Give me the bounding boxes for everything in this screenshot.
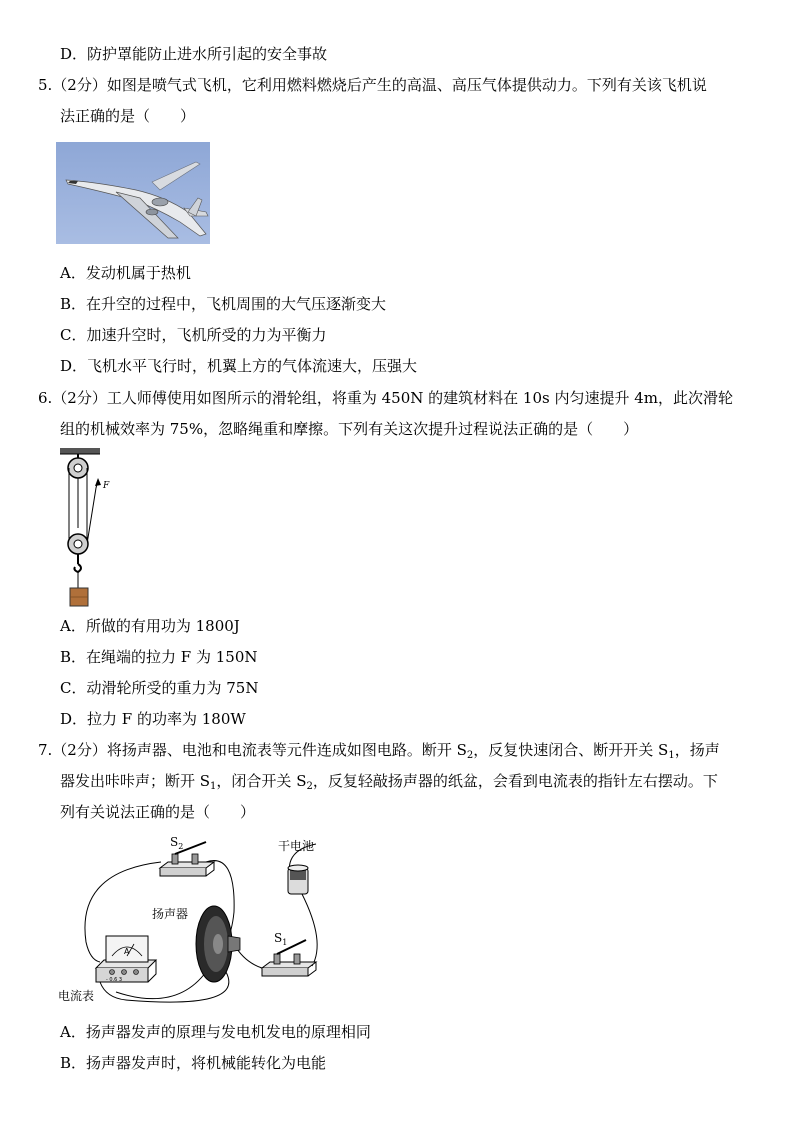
q7-option-a: A．扬声器发声的原理与发电机发电的原理相同 — [60, 1023, 371, 1041]
q7-option-b: B．扬声器发声时，将机械能转化为电能 — [60, 1054, 327, 1072]
jet-airplane-photo — [56, 142, 210, 244]
pulley-system-diagram — [56, 448, 120, 608]
ammeter-terminals: - 0.6 3 — [106, 977, 123, 983]
q6-stem-line1: 6.（2分）工人师傅使用如图所示的滑轮组，将重为 450N 的建筑材料在 10s 内匀速提升 4m，此次滑轮 — [38, 389, 734, 407]
q7-stem-line2: 器发出咔咔声；断开 $S_1$，闭合开关 $S_2$，反复轻敲扬声器的纸盆，会看到电流表的指针左右摆动。下 — [60, 772, 718, 792]
ammeter-dial-label: A — [124, 947, 130, 956]
q5-stem-line2: 法正确的是（ ） — [60, 107, 196, 125]
s2-label: $S_2$ — [170, 835, 184, 851]
q6-option-c: C．动滑轮所受的重力为 75N — [60, 679, 259, 697]
q4-option-d: D．防护罩能防止进水所引起的安全事故 — [60, 45, 328, 63]
s1-label: $S_1$ — [274, 931, 288, 947]
q5-option-d: D．飞机水平飞行时，机翼上方的气体流速大，压强大 — [60, 357, 418, 375]
q5-option-a: A．发动机属于热机 — [60, 264, 191, 282]
q6-option-a: A．所做的有用功为 1800J — [60, 617, 240, 635]
q6-stem-line2: 组的机械效率为 75%，忽略绳重和摩擦。下列有关这次提升过程说法正确的是（ ） — [60, 420, 639, 438]
force-label-f: F — [103, 481, 110, 491]
q5-option-b: B．在升空的过程中，飞机周围的大气压逐渐变大 — [60, 295, 387, 313]
q5-option-c: C．加速升空时，飞机所受的力为平衡力 — [60, 326, 327, 344]
battery-label: 干电池 — [278, 839, 315, 853]
q6-option-b: B．在绳端的拉力 F 为 150N — [60, 648, 258, 666]
speaker-circuit-diagram — [56, 832, 356, 1012]
q7-stem-line3: 列有关说法正确的是（ ） — [60, 803, 256, 821]
speaker-label: 扬声器 — [152, 907, 189, 921]
q6-option-d: D．拉力 F 的功率为 180W — [60, 710, 246, 728]
q7-stem-line1: 7.（2分）将扬声器、电池和电流表等元件连成如图电路。断开 $S_2$，反复快速闭合、断开开关 $S_1$，扬声 — [38, 741, 720, 761]
ammeter-label: 电流表 — [58, 989, 95, 1003]
q5-stem-line1: 5.（2分）如图是喷气式飞机，它利用燃料燃烧后产生的高温、高压气体提供动力。下列有关该飞机说 — [38, 76, 707, 94]
